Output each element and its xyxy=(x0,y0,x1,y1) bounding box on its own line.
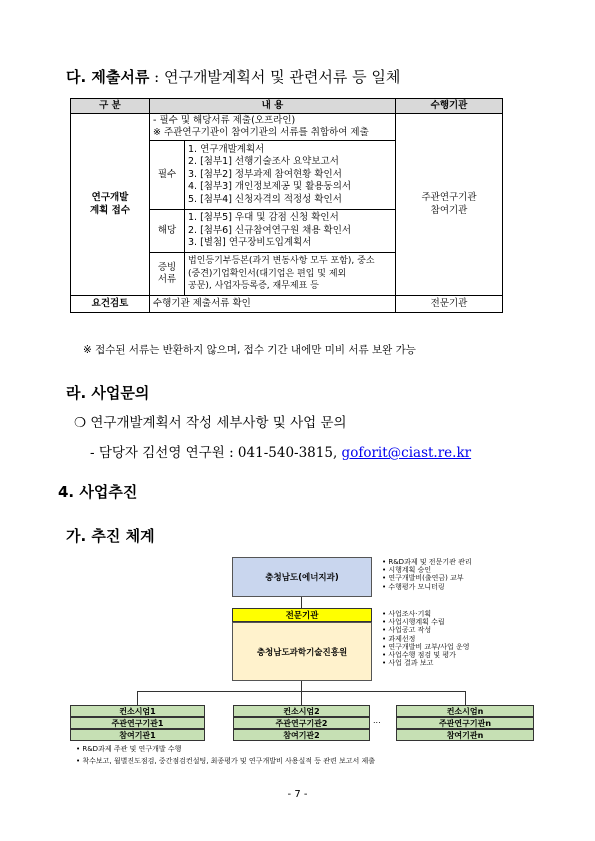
contact-text: - 담당자 김선영 연구원 : 041-540-3815, xyxy=(90,445,342,461)
participating-institution: 참여기관n xyxy=(396,729,534,741)
consortium-name: 컨소시엄2 xyxy=(233,705,370,717)
contact-line xyxy=(90,441,471,461)
inquiry-line: ❍ 연구개발계획서 작성 세부사항 및 사업 문의 xyxy=(74,415,347,431)
row-org-plan-receipt: 주관연구기관 참여기관 xyxy=(396,114,503,296)
table-header: 내 용 xyxy=(150,99,396,114)
consortium-name: 컨소시엄1 xyxy=(70,705,205,717)
row-label-plan-receipt: 연구개발 계획 접수 xyxy=(71,114,150,296)
agency-box: 충청남도과학기술진흥원 xyxy=(232,622,372,681)
submission-note: ※ 접수된 서류는 반환하지 않으며, 접수 기간 내에만 미비 서류 보완 가능 xyxy=(83,344,416,356)
table-row xyxy=(71,114,503,141)
ellipsis: ... xyxy=(373,716,381,725)
agency-duties: • 사업조사·기획 • 사업시행계획 수립 • 사업공고 작성 • 과제선정 • 연구개발비 교부/사업 운영 • 사업수행 점검 및 평가 • 사업 결과 보고 xyxy=(382,610,470,667)
province-box: 충청남도(에너지과) xyxy=(232,557,372,597)
connector-line xyxy=(301,681,302,691)
participating-institution: 참여기관1 xyxy=(70,729,205,741)
submission-intro: - 필수 및 해당서류 제출(오프라인) ※ 주관연구기관이 참여기관의 서류를 취합하여 제출 xyxy=(150,114,396,141)
lead-institution: 주관연구기관1 xyxy=(70,717,205,729)
row-label-review: 요건검토 xyxy=(71,296,150,313)
section-title-inquiry: 라. 사업문의 xyxy=(66,384,150,402)
applicable-label: 해당 xyxy=(150,210,185,253)
table-header: 구 분 xyxy=(71,99,150,114)
page-number: - 7 - xyxy=(287,789,308,800)
lead-institution: 주관연구기관n xyxy=(396,717,534,729)
connector-line xyxy=(137,691,138,705)
required-items: 1. 연구개발계획서 2. [첨부1] 선행기술조사 요약보고서 3. [첨부2] 정부과제 참여현황 확인서 4. [첨부3] 개인정보제공 및 활용동의서 5. [첨부4] 신청자격의 적정성 확인서 xyxy=(185,141,396,210)
required-label: 필수 xyxy=(150,141,185,210)
section-label: 다. 제출서류 xyxy=(66,68,150,86)
section-description: : 연구개발계획서 및 관련서류 등 일체 xyxy=(149,68,401,86)
connector-line xyxy=(301,597,302,608)
section-title-structure: 가. 추진 체계 xyxy=(66,527,155,545)
participating-institution: 참여기관2 xyxy=(233,729,370,741)
consortium-name: 컨소시엄n xyxy=(396,705,534,717)
lead-institution: 주관연구기관2 xyxy=(233,717,370,729)
connector-line xyxy=(301,691,302,705)
agency-header: 전문기관 xyxy=(232,608,372,622)
proof-label: 증빙 서류 xyxy=(150,253,185,296)
submission-table xyxy=(70,98,503,313)
table-header-row xyxy=(71,99,503,114)
section-title-submission xyxy=(66,66,400,87)
section-title-promotion: 4. 사업추진 xyxy=(58,483,138,501)
row-org-review: 전문기관 xyxy=(396,296,503,313)
table-row xyxy=(71,296,503,313)
province-duties: • R&D과제 및 전문기관 관리 • 시행계획 승인 • 연구개발비(출연금) 교부 • 수행평가 모니터링 xyxy=(382,558,472,591)
email-link[interactable]: goforit@ciast.re.kr xyxy=(341,445,472,461)
connector-line xyxy=(465,691,466,705)
review-content: 수행기관 제출서류 확인 xyxy=(150,296,396,313)
applicable-items: 1. [첨부5] 우대 및 감점 신청 확인서 2. [첨부6] 신규참여연구원 채용 확인서 3. [별첨] 연구장비도입계획서 xyxy=(185,210,396,253)
proof-items: 법인등기부등본(과거 변동사항 모두 포함), 중소 (중견)기업확인서(대기업은 편입 및 제외 공문), 사업자등록증, 재무제표 등 xyxy=(185,253,396,296)
consortium-duties: • R&D과제 주관 및 연구개발 수행 • 착수보고, 월별진도점검, 중간점검컨설팅, 최종평가 및 연구개발비 사용실적 등 관련 보고서 제출 xyxy=(76,743,375,767)
table-header: 수행기관 xyxy=(396,99,503,114)
